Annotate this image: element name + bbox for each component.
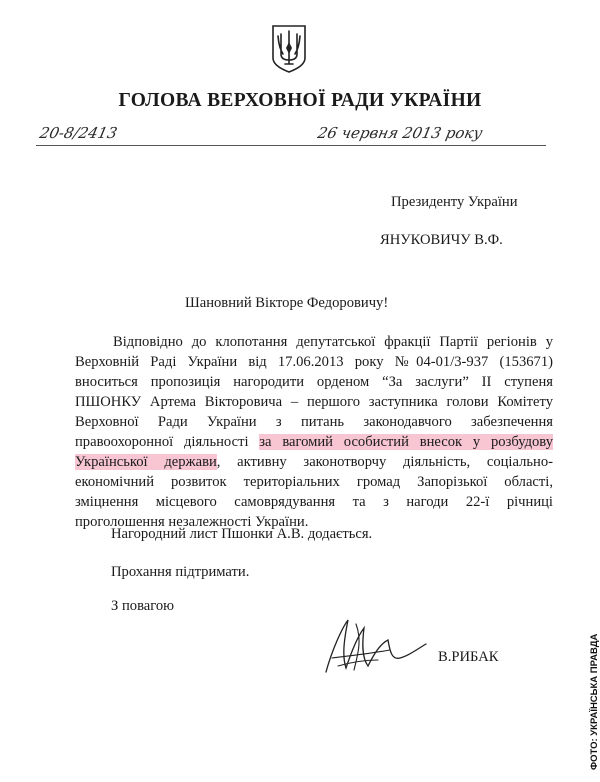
body-line: Верховній Раді України від 17.06.2013 року №04-01/3-937 (153671) bbox=[75, 354, 553, 370]
body-line: зміцнення місцевого самоврядування та з нагоди 22-ї річниці bbox=[75, 494, 553, 510]
body-text: правоохоронної діяльності bbox=[75, 434, 260, 450]
body-line bbox=[75, 432, 553, 452]
handwritten-signature bbox=[318, 610, 438, 680]
page-title: ГОЛОВА ВЕРХОВНОЇ РАДИ УКРАЇНИ bbox=[118, 90, 482, 111]
header-divider bbox=[36, 145, 546, 146]
closing-phrase: З повагою bbox=[111, 598, 175, 614]
highlighted-text: за вагомий особистий внесок у розбудову bbox=[259, 434, 553, 450]
photo-credit: ФОТО: УКРАЇНСЬКА ПРАВДА bbox=[589, 633, 600, 770]
body-line: вноситься пропозиція нагородити орденом “За заслуги” ІІ ступеня bbox=[75, 374, 553, 390]
request-line: Прохання підтримати. bbox=[111, 564, 250, 580]
body-text: , активну законотворчу діяльність, соціально- bbox=[216, 454, 553, 470]
body-line: Відповідно до клопотання депутатської фракції Партії регіонів у bbox=[113, 334, 553, 350]
signer-name: В.РИБАК bbox=[438, 649, 499, 665]
body-line: проголошення незалежності України. bbox=[75, 514, 309, 530]
body-line: ПШОНКУ Артема Вікторовича – першого заступника голови Комітету bbox=[75, 394, 553, 410]
letter-date: 26 червня 2013 року bbox=[316, 124, 485, 142]
salutation: Шановний Вікторе Федоровичу! bbox=[185, 295, 389, 311]
body-line: економічний розвиток територіальних громад Запорізької області, bbox=[75, 474, 553, 490]
addressee-name: ЯНУКОВИЧУ В.Ф. bbox=[380, 232, 503, 248]
body-line bbox=[75, 452, 553, 472]
letter-body bbox=[75, 332, 553, 532]
attachment-note: Нагородний лист Пшонки А.В. додається. bbox=[111, 526, 373, 542]
registration-number: 20-8/2413 bbox=[38, 124, 119, 142]
addressee-title: Президенту України bbox=[391, 194, 518, 210]
trident-emblem-icon bbox=[270, 24, 308, 74]
highlighted-text: Української держави bbox=[75, 454, 217, 470]
body-line: Верховної Ради України з питань законодавчого забезпечення bbox=[75, 414, 553, 430]
